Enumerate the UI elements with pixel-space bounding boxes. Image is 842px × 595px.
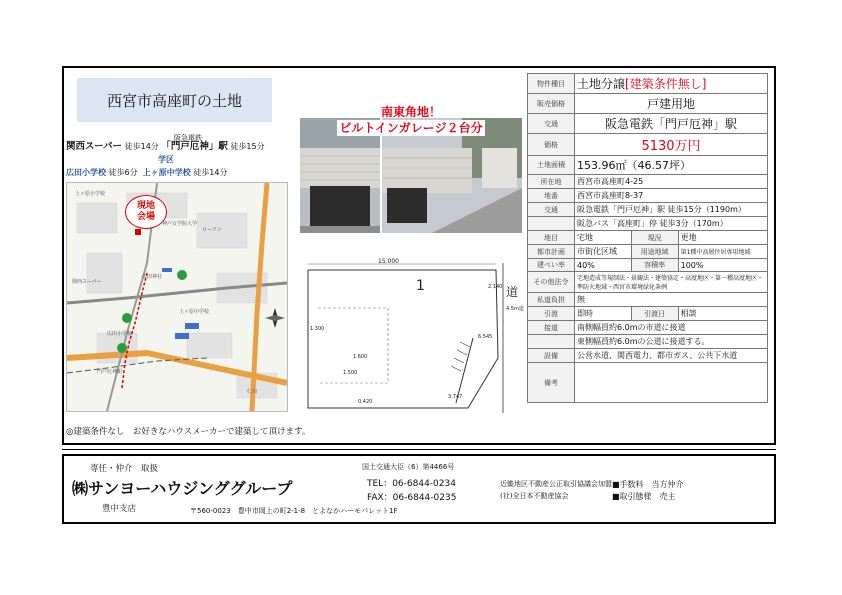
station-walk: 徒歩15分: [230, 142, 265, 151]
plot-dim-1: 1.600: [353, 354, 368, 360]
spec-value: [575, 231, 632, 245]
plot-dim-3: 0.420: [358, 399, 373, 405]
spec-label: 土地面積: [528, 156, 575, 175]
footer-address: 〒560-0023 豊中市岡上の町2-1-8 とよなかハーモパレット1F: [190, 507, 398, 515]
spec-value-text: 阪急電鉄「門戸厄神」駅 徒歩15分（1190m）: [577, 205, 746, 214]
footer-trade: 専任・仲介 取扱: [90, 464, 159, 474]
spec-value: [575, 175, 768, 189]
listing-title: 西宮市高座町の土地: [77, 78, 272, 122]
spec-value-text: 土地分譲: [577, 77, 626, 91]
elementary-walk: 徒歩6分: [108, 168, 138, 177]
spec-row: [528, 74, 768, 94]
spec-row: [528, 272, 768, 293]
map-drawing: [67, 183, 287, 411]
spec-value-text: 無: [577, 295, 585, 304]
spec-label-2: 用途地域: [631, 245, 678, 259]
spec-value-text: 西宮市高座町8-37: [577, 191, 644, 200]
spec-row: [528, 259, 768, 272]
spec-value: [575, 156, 768, 175]
spec-value: [575, 245, 632, 259]
footer-assoc2: (社)全日本不動産協会: [500, 492, 569, 500]
footer-company: ㈱サンヨーハウジンググループ: [72, 479, 293, 498]
spec-value: [575, 307, 632, 321]
spec-label-2: 容積率: [631, 259, 678, 272]
spec-row: [528, 114, 768, 134]
spec-value: [575, 293, 768, 307]
spec-label: 地番: [528, 189, 575, 203]
spec-label: その他法令: [528, 272, 575, 293]
spec-value-2: 100%: [678, 259, 767, 272]
spec-value: [575, 272, 768, 293]
spec-label: 引渡: [528, 307, 575, 321]
spec-value-text: 南側幅員約6.0mの市道に接道: [577, 323, 686, 332]
spec-row: [528, 203, 768, 217]
spec-value-2: 更地: [678, 231, 767, 245]
spec-value-text: 戸建用地: [646, 97, 695, 111]
plot-dim-0: 1.300: [310, 326, 325, 332]
spec-value-text: 40%: [577, 260, 595, 270]
map-label-9: 仁川: [247, 389, 258, 395]
map-label-5: 広田小学校: [107, 331, 133, 337]
spec-value: [575, 349, 768, 363]
footer-branch: 豊中支店: [102, 504, 137, 514]
spec-row: [528, 349, 768, 363]
spec-label: 備考: [528, 363, 575, 403]
spec-table: [527, 73, 768, 403]
plot-road-sub: 4.5m道: [506, 306, 524, 312]
footer-fax: FAX：06-6844-0235: [367, 493, 457, 503]
spec-value-text: 公営水道、関西電力、都市ガス、公共下水道: [577, 351, 738, 360]
elementary-school: 広田小学校: [66, 168, 106, 177]
spec-row: [528, 134, 768, 156]
spec-value: [575, 189, 768, 203]
spec-row: [528, 94, 768, 114]
photo-caption: [300, 104, 522, 136]
junior-high-school: 上ヶ原中学校: [142, 168, 191, 177]
spec-label: 交通: [528, 203, 575, 217]
spec-value-text: 宅地: [577, 233, 593, 242]
plot-dim-6: 2.140: [488, 284, 503, 290]
spec-row: [528, 335, 768, 349]
spec-value: [575, 335, 768, 349]
spec-value-text: 5130万円: [641, 139, 701, 154]
spec-value: [575, 259, 632, 272]
spec-label: [528, 217, 575, 231]
footer-tel: TEL：06-6844-0234: [367, 479, 456, 489]
map-label-3: ローソン: [202, 227, 222, 233]
plot-diagram: [298, 258, 524, 418]
spec-row: [528, 189, 768, 203]
spec-row: [528, 307, 768, 321]
spec-value-text: 東側幅員約6.0mの公道に接道する。: [577, 337, 710, 346]
spec-row: [528, 217, 768, 231]
spec-value: [575, 321, 768, 335]
school-heading: 学区: [158, 155, 174, 164]
area-map: [66, 182, 288, 412]
spec-value-text: 阪急電鉄「門戸厄神」駅: [604, 117, 737, 131]
spec-value: [575, 94, 768, 114]
spec-value: [575, 134, 768, 156]
map-label-7: 上ヶ原中学校: [179, 309, 210, 315]
plot-lot-number: 1: [416, 278, 425, 294]
spec-label-2: 引渡日: [631, 307, 678, 321]
spec-row: [528, 321, 768, 335]
spec-value-text: 153.96㎡（46.57坪）: [577, 159, 691, 172]
spec-label: 接道: [528, 321, 575, 335]
spec-value-text: 市街化区域: [577, 247, 617, 256]
spec-label: 地目: [528, 231, 575, 245]
spec-value: [575, 74, 768, 94]
plot-top-width: 15.000: [378, 258, 399, 265]
access-info: [66, 134, 265, 179]
spec-value-text: 即時: [577, 309, 593, 318]
station-line: 阪急電鉄: [174, 134, 202, 142]
map-label-0: 上ヶ原小学校: [75, 191, 106, 197]
spec-label: 都市計画: [528, 245, 575, 259]
plot-dim-5: 3.747: [448, 394, 463, 400]
spec-value: [575, 363, 768, 403]
spec-value-text: 西宮市高座町4-25: [577, 177, 644, 186]
spec-label: 私道負担: [528, 293, 575, 307]
plot-dim-4: 6.545: [478, 334, 493, 340]
spec-label: 販売価格: [528, 94, 575, 114]
supermarket-walk: 徒歩14分: [124, 142, 159, 151]
spec-row: [528, 156, 768, 175]
spec-label: 所在地: [528, 175, 575, 189]
spec-label: 建ぺい率: [528, 259, 575, 272]
photo-caption-line2: ビルトインガレージ２台分: [339, 121, 483, 135]
spec-label: 物件種目: [528, 74, 575, 94]
spec-row: [528, 175, 768, 189]
footer-transaction: ■取引態様 売主: [612, 492, 676, 501]
spec-value-2: 相談: [678, 307, 767, 321]
station-name: 「門戸厄神」駅: [161, 141, 228, 152]
spec-highlight: [建築条件無し]: [625, 77, 707, 91]
spec-value-2: 第1種中高層住居専用地域: [678, 245, 767, 259]
spec-label: [528, 335, 575, 349]
footer-license: 国土交通大臣（6）第4466号: [362, 463, 455, 471]
site-marker: 現地 会場: [125, 195, 167, 229]
spec-label: 価格: [528, 134, 575, 156]
spec-value-text: 宅地造成等規制法・景観法・建築協定・高度地区・第一種高度地区・準防火地域・西宮市環境緑化条例: [577, 275, 764, 291]
plot-dim-2: 1.500: [343, 370, 358, 376]
spec-label-2: 現況: [631, 231, 678, 245]
spec-row: [528, 231, 768, 245]
footer-fee: ■手数料 当方仲介: [612, 480, 684, 489]
spec-value-text: 阪急バス「高座町」停 徒歩3分（170m）: [577, 219, 728, 228]
plot-road-label: 道: [506, 285, 519, 299]
map-label-4: 関西スーパー: [72, 279, 102, 285]
spec-label: 設備: [528, 349, 575, 363]
divider: [62, 449, 776, 450]
photo-caption-line1: 南東角地！: [380, 105, 441, 119]
spec-value: [575, 203, 768, 217]
spec-label: 交通: [528, 114, 575, 134]
junior-high-walk: 徒歩14分: [193, 168, 228, 177]
note-text: ◎建築条件なし お好きなハウスメーカーで建築して頂けます。: [66, 427, 311, 437]
spec-row: [528, 293, 768, 307]
map-label-2: 神戸女学院大学: [162, 221, 198, 227]
spec-value: [575, 114, 768, 134]
supermarket-name: 関西スーパー: [66, 141, 123, 152]
footer-assoc: 近畿地区不動産公正取引協議会加盟: [500, 480, 612, 488]
map-label-6: 広田神社: [142, 274, 163, 280]
spec-value: [575, 217, 768, 231]
spec-row: [528, 245, 768, 259]
map-label-8: 門戸厄神駅: [97, 369, 123, 375]
spec-row: [528, 363, 768, 403]
